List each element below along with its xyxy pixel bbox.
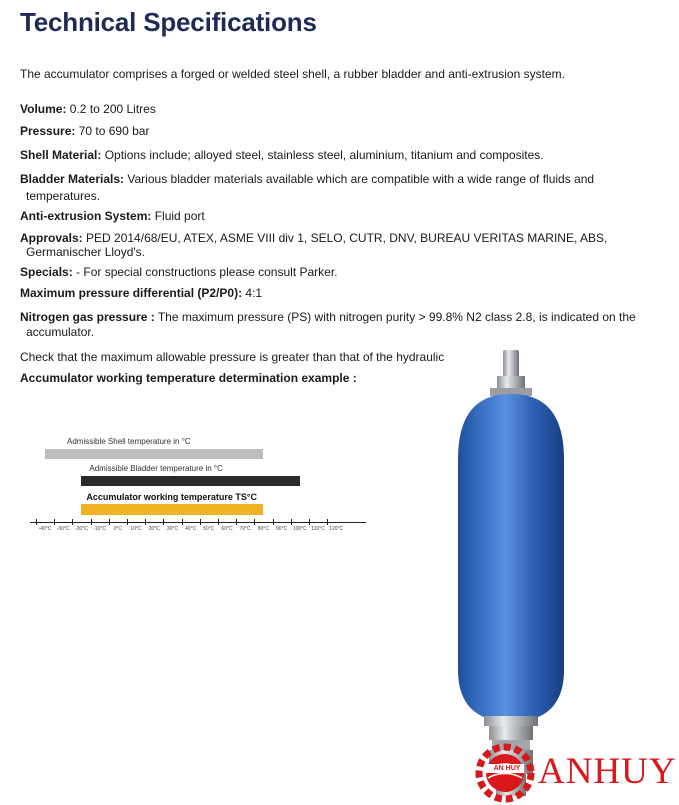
spec-label: Specials: [20,265,73,279]
logo-text: ANHUY [538,751,677,792]
shell-temperature-bar [45,449,263,459]
spec-label: Anti-extrusion System: [20,209,152,223]
spec-anti-extrusion [20,209,660,224]
spec-shell-material [20,148,660,163]
spec-label: Pressure: [20,124,76,138]
spec-value-cont: temperatures. [26,189,101,203]
spec-label: Bladder Materials: [20,172,125,186]
example-title: Accumulator working temperature determination example : [20,371,357,385]
bladder-temperature-label: Admissible Bladder temperature in °C [89,464,223,473]
axis-tick [36,519,37,525]
spec-value: 4:1 [245,286,263,300]
axis-tick-label: 100°C [292,526,307,532]
spec-value: Various bladder materials available which are compatible with a wide range of fluids and [127,172,595,186]
axis-tick [163,519,164,525]
axis-tick-label: -20°C [74,526,88,532]
axis-tick [309,519,310,525]
working-temperature-bar [81,504,263,515]
axis-tick-label: -30°C [56,526,70,532]
axis-tick [182,519,183,525]
spec-approvals [20,231,660,259]
axis-tick [72,519,73,525]
spec-value-cont: accumulator. [26,325,95,339]
logo-badge-text: AN HUY [493,765,521,772]
axis-tick [145,519,146,525]
working-temperature-label: Accumulator working temperature TS°C [86,492,258,502]
spec-label: Volume: [20,102,67,116]
spec-value-cont: Germanischer Lloyd's. [26,245,146,259]
axis-tick-label: 60°C [221,526,233,532]
spec-specials [20,265,660,280]
spec-label: Nitrogen gas pressure : [20,310,155,324]
axis-tick-label: 90°C [276,526,288,532]
spec-label: Shell Material: [20,148,102,162]
axis-tick [327,519,328,525]
axis-tick [127,519,128,525]
spec-value: - For special constructions please consult Parker. [76,265,338,279]
axis-tick-label: -40°C [38,526,52,532]
axis-tick [54,519,55,525]
axis-tick-label: 0°C [113,526,122,532]
anhuy-logo [472,740,679,805]
axis-tick-label: 10°C [130,526,142,532]
spec-value: 0.2 to 200 Litres [69,102,156,116]
spec-value: 70 to 690 bar [78,124,150,138]
axis-tick [254,519,255,525]
temperature-diagram [30,432,370,542]
axis-tick-label: 80°C [257,526,269,532]
shell-temperature-label: Admissible Shell temperature in °C [67,437,191,446]
spec-value: PED 2014/68/EU, ATEX, ASME VIII div 1, SELO, CUTR, DNV, BUREAU VERITAS MARINE, ABS, [86,231,608,245]
axis-tick [291,519,292,525]
intro-text: The accumulator comprises a forged or welded steel shell, a rubber bladder and anti-extrusion system. [20,67,565,81]
axis-tick [200,519,201,525]
spec-label: Approvals: [20,231,83,245]
axis-tick-label: 50°C [203,526,215,532]
bladder-temperature-bar [81,476,299,486]
accumulator-image [440,350,590,805]
check-text: Check that the maximum allowable pressure is greater than that of the hydraulic [20,350,445,364]
spec-bladder-materials [20,171,660,205]
axis-tick-label: 110°C [311,526,325,532]
spec-pressure-differential [20,286,660,301]
axis-tick-label: 40°C [185,526,197,532]
spec-value: Options include; alloyed steel, stainless steel, aluminium, titanium and composites. [104,148,544,162]
spec-nitrogen-gas [20,310,660,340]
axis-tick-label: 20°C [148,526,160,532]
axis-tick [273,519,274,525]
spec-label: Maximum pressure differential (P2/P0): [20,286,243,300]
spec-value: The maximum pressure (PS) with nitrogen purity > 99.8% N2 class 2.8, is indicated on the [157,310,636,324]
axis-tick [91,519,92,525]
axis-tick-label: 120°C [329,526,344,532]
spec-pressure [20,124,660,139]
axis-tick [218,519,219,525]
axis-tick-label: 30°C [166,526,178,532]
axis-tick [236,519,237,525]
axis-tick-label: -10°C [93,526,107,532]
spec-value: Fluid port [154,209,205,223]
temperature-axis [30,522,366,523]
axis-tick [109,519,110,525]
page-title: Technical Specifications [20,7,317,37]
axis-tick-label: 70°C [239,526,251,532]
spec-volume [20,102,660,117]
